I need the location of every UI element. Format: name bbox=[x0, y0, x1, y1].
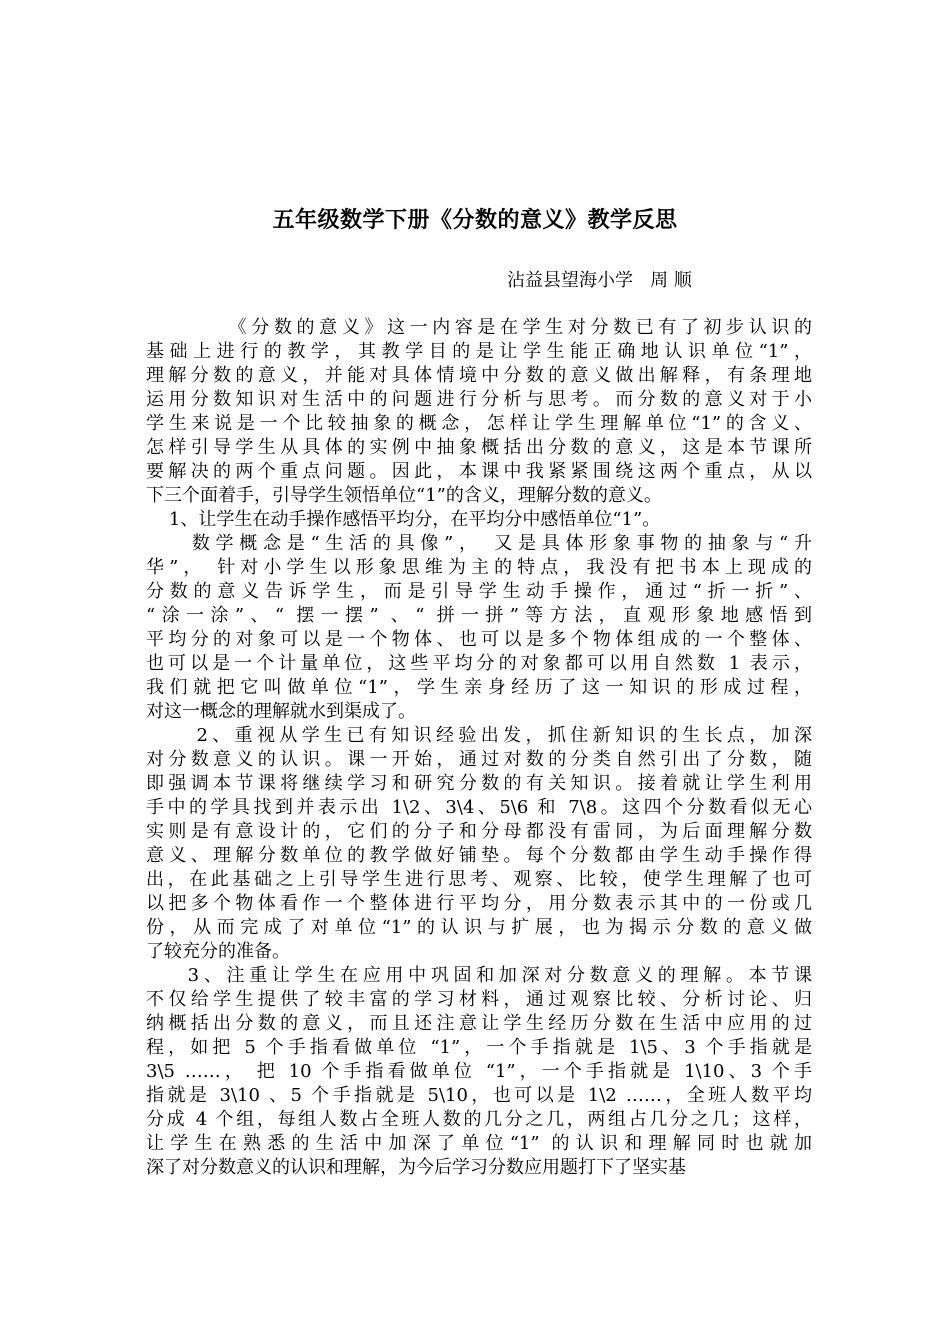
body-line: 理解分数的意义，并能对具体情境中分数的意义做出解释，有条理地 bbox=[146, 365, 812, 386]
body-line: 纳概括出分数的意义，而且还注意让学生经历分数在生活中应用的过 bbox=[146, 1013, 812, 1034]
body-line: 意义、理解分数单位的教学做好铺垫。每个分数都由学生动手操作得 bbox=[146, 845, 812, 866]
document-title: 五年级数学下册《分数的意义》教学反思 bbox=[272, 208, 678, 233]
body-line: 即强调本节课将继续学习和研究分数的有关知识。接着就让学生利用 bbox=[146, 773, 812, 794]
body-line: 平均分的对象可以是一个物体、也可以是多个物体组成的一个整体、 bbox=[146, 629, 812, 650]
body-line: 分成 4 个组，每组人数占全班人数的几分之几，两组占几分之几；这样， bbox=[146, 1109, 812, 1130]
body-line: 出，在此基础之上引导学生进行思考、观察、比较，使学生理解了也可 bbox=[146, 869, 812, 890]
body-line: 《分数的意义》这一内容是在学生对分数已有了初步认识的 bbox=[146, 317, 812, 338]
body-line: 我们就把它叫做单位“1”，学生亲身经历了这一知识的形成过程， bbox=[146, 677, 812, 698]
body-line: 学生来说是一个比较抽象的概念，怎样让学生理解单位“1”的含义、 bbox=[146, 413, 812, 434]
body-line: 对这一概念的理解就水到渠成了。 bbox=[146, 701, 416, 722]
body-line: 对分数意义的认识。课一开始，通过对数的分类自然引出了分数，随 bbox=[146, 749, 812, 770]
document-body bbox=[146, 316, 812, 1180]
body-line: 了较充分的准备。 bbox=[146, 941, 290, 962]
body-line: 不仅给学生提供了较丰富的学习材料，通过观察比较、分析讨论、归 bbox=[146, 989, 812, 1010]
body-line: 2、重视从学生已有知识经验出发，抓住新知识的生长点，加深 bbox=[146, 725, 812, 746]
body-line: 3、注重让学生在应用中巩固和加深对分数意义的理解。本节课 bbox=[146, 965, 812, 986]
body-line: 指就是 3\10 、5 个手指就是 5\10，也可以是 1\2 ……，全班人数平均 bbox=[146, 1085, 812, 1106]
body-line: 也可以是一个计量单位，这些平均分的对象都可以用自然数 1 表示， bbox=[146, 653, 812, 674]
body-line: 要解决的两个重点问题。因此，本课中我紧紧围绕这两个重点，从以 bbox=[146, 461, 812, 482]
body-line: 份，从而完成了对单位“1”的认识与扩展，也为揭示分数的意义做 bbox=[146, 917, 812, 938]
body-line: 程，如把 5 个手指看做单位 “1”，一个手指就是 1\5、3 个手指就是 bbox=[146, 1037, 812, 1058]
body-line: 1、让学生在动手操作感悟平均分，在平均分中感悟单位“1”。 bbox=[146, 509, 661, 530]
body-line: 手中的学具找到并表示出 1\2、3\4、5\6 和 7\8。这四个分数看似无心 bbox=[146, 797, 812, 818]
body-line: “涂一涂”、“ 摆一摆” 、“ 拼一拼”等方法，直观形象地感悟到 bbox=[146, 605, 812, 626]
body-line: 让学生在熟悉的生活中加深了单位“1” 的认识和理解同时也就加 bbox=[146, 1133, 812, 1154]
body-line: 怎样引导学生从具体的实例中抽象概括出分数的意义，这是本节课所 bbox=[146, 437, 812, 458]
body-line: 基础上进行的教学，其教学目的是让学生能正确地认识单位“1”， bbox=[146, 341, 812, 362]
body-line: 实则是有意设计的，它们的分子和分母都没有雷同，为后面理解分数 bbox=[146, 821, 812, 842]
body-line: 运用分数知识对生活中的问题进行分析与思考。而分数的意义对于小 bbox=[146, 389, 812, 410]
body-line: 下三个面着手，引导学生领悟单位“1”的含义，理解分数的意义。 bbox=[146, 485, 662, 506]
author-line: 沾益县望海小学 周 顺 bbox=[507, 270, 692, 291]
body-line: 以把多个物体看作一个整体进行平均分，用分数表示其中的一份或几 bbox=[146, 893, 812, 914]
body-line: 3\5 ……， 把 10 个手指看做单位 “1”，一个手指就是 1\10、3 个手 bbox=[146, 1061, 812, 1082]
body-line: 华”， 针对小学生以形象思维为主的特点，我没有把书本上现成的 bbox=[146, 557, 812, 578]
body-line: 深了对分数意义的认识和理解，为今后学习分数应用题打下了坚实基 bbox=[146, 1157, 686, 1178]
body-line: 数学概念是“生活的具像”， 又是具体形象事物的抽象与“升 bbox=[146, 533, 812, 554]
body-line: 分数的意义告诉学生，而是引导学生动手操作，通过“折一折”、 bbox=[146, 581, 812, 602]
